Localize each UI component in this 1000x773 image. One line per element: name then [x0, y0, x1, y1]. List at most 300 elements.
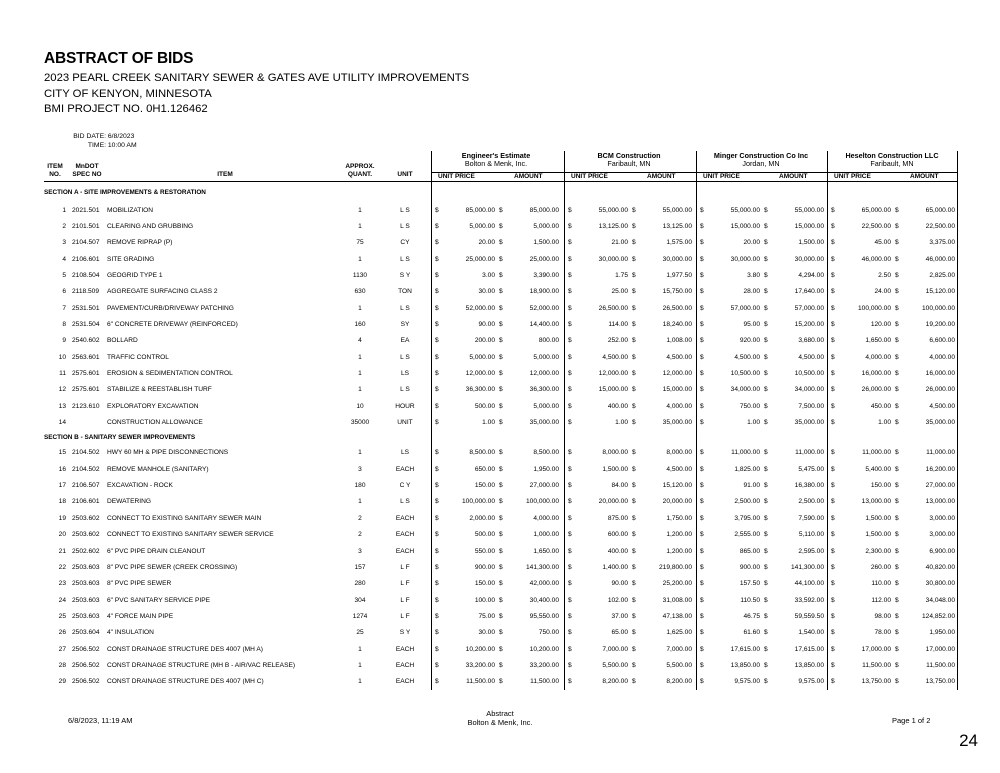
currency-symbol: $	[700, 563, 704, 571]
quantity: 160	[354, 320, 366, 328]
col-quant-line1: APPROX.	[345, 163, 375, 170]
unit-price: 102.00	[607, 596, 628, 604]
amount: 13,750.00	[925, 678, 955, 686]
quantity: 1	[358, 206, 362, 214]
item-description: 8" PVC PIPE SEWER (CREEK CROSSING)	[107, 563, 238, 571]
currency-symbol: $	[499, 531, 503, 539]
currency-symbol: $	[831, 320, 835, 328]
item-number: 21	[58, 547, 66, 555]
item-description: 6" CONCRETE DRIVEWAY (REINFORCED)	[107, 320, 238, 328]
amount: 15,000.00	[662, 386, 692, 394]
table-row	[0, 204, 1000, 218]
item-number: 17	[58, 482, 66, 490]
currency-symbol: $	[831, 482, 835, 490]
unit-price: 26,000.00	[861, 386, 891, 394]
amount: 11,000.00	[795, 449, 824, 457]
currency-symbol: $	[499, 255, 503, 263]
unit: L S	[400, 255, 410, 263]
unit-price: 52,000.00	[465, 304, 495, 312]
currency-symbol: $	[700, 206, 704, 214]
amount: 18,900.00	[529, 288, 559, 296]
currency-symbol: $	[700, 353, 704, 361]
unit: L S	[400, 353, 410, 361]
unit-price: 11,000.00	[731, 449, 760, 457]
unit-price: 1.00	[482, 419, 495, 427]
item-number: 23	[58, 580, 66, 588]
quantity: 1274	[352, 612, 368, 620]
unit-price: 2,555.00	[734, 531, 760, 539]
currency-symbol: $	[568, 678, 572, 686]
item-number: 24	[58, 596, 66, 604]
amount: 3,390.00	[533, 271, 559, 279]
amount: 7,590.00	[798, 514, 824, 522]
amount: 11,500.00	[926, 661, 955, 669]
currency-symbol: $	[895, 370, 899, 377]
item-description: EXCAVATION - ROCK	[107, 482, 173, 490]
amount: 3,000.00	[929, 531, 955, 539]
currency-symbol: $	[700, 514, 704, 522]
amount: 4,500.00	[666, 353, 692, 361]
currency-symbol: $	[895, 353, 899, 361]
currency-symbol: $	[499, 304, 503, 312]
bidder-header	[564, 152, 694, 168]
currency-symbol: $	[568, 482, 572, 490]
table-row	[0, 285, 1000, 299]
amount: 141,300.00	[525, 563, 559, 571]
unit-price: 85,000.00	[465, 206, 495, 214]
unit: EACH	[395, 678, 415, 686]
item-number: 22	[58, 563, 66, 571]
table-row	[0, 512, 1000, 526]
amount: 57,000.00	[794, 304, 824, 312]
amount: 3,680.00	[798, 337, 824, 345]
bid-date: 6/8/2023	[107, 133, 135, 140]
table-row	[0, 594, 1000, 608]
unit: L F	[400, 580, 410, 588]
unit-price: 2,300.00	[865, 547, 891, 555]
item-number: 13	[58, 402, 66, 410]
currency-symbol: $	[568, 353, 572, 361]
currency-symbol: $	[435, 482, 439, 490]
currency-symbol: $	[700, 629, 704, 637]
unit-price: 33,200.00	[465, 661, 495, 669]
currency-symbol: $	[632, 222, 636, 230]
unit: L S	[400, 206, 410, 214]
quantity: 4	[358, 337, 362, 345]
currency-symbol: $	[499, 612, 503, 620]
currency-symbol: $	[632, 370, 636, 377]
currency-symbol: $	[831, 222, 835, 230]
currency-symbol: $	[764, 255, 768, 263]
currency-symbol: $	[895, 531, 899, 539]
unit-price: 650.00	[474, 465, 495, 473]
item-number: 2	[62, 222, 66, 230]
unit-price: 1,825.00	[734, 465, 760, 473]
unit-price: 15,000.00	[730, 222, 760, 230]
item-number: 27	[58, 645, 66, 653]
currency-symbol: $	[831, 337, 835, 345]
quantity: 1	[358, 370, 362, 377]
amount: 7,000.00	[666, 645, 692, 653]
currency-symbol: $	[764, 645, 768, 653]
currency-symbol: $	[700, 255, 704, 263]
table-row	[0, 236, 1000, 250]
currency-symbol: $	[435, 580, 439, 588]
amount: 5,110.00	[798, 531, 824, 539]
unit-price: 98.00	[874, 612, 891, 620]
amount: 15,750.00	[662, 288, 692, 296]
amount: 35,000.00	[529, 419, 559, 427]
currency-symbol: $	[435, 206, 439, 214]
unit-price: 61.60	[743, 629, 760, 637]
table-row	[0, 220, 1000, 234]
amount: 19,200.00	[925, 320, 955, 328]
item-description: BOLLARD	[107, 337, 138, 345]
currency-symbol: $	[568, 531, 572, 539]
amount: 40,820.00	[925, 563, 955, 571]
amount: 5,000.00	[533, 222, 559, 230]
currency-symbol: $	[435, 222, 439, 230]
item-description: SITE GRADING	[107, 255, 155, 263]
currency-symbol: $	[568, 271, 572, 279]
item-number: 5	[62, 271, 66, 279]
amount: 2,595.00	[798, 547, 824, 555]
table-row	[0, 269, 1000, 283]
bidder-name: Minger Construction Co Inc	[713, 151, 809, 160]
item-number: 4	[62, 255, 66, 263]
quantity: 1	[358, 645, 362, 653]
amount: 1,977.50	[666, 271, 692, 279]
amount: 59,559.50	[794, 612, 824, 620]
amount: 4,000.00	[533, 514, 559, 522]
unit-price: 95.00	[743, 320, 760, 328]
currency-symbol: $	[700, 271, 704, 279]
unit-price: 400.00	[607, 547, 628, 555]
currency-symbol: $	[764, 320, 768, 328]
currency-symbol: $	[632, 580, 636, 588]
currency-symbol: $	[435, 370, 439, 377]
spec-number: 2101.501	[72, 222, 100, 230]
unit-price: 5,500.00	[602, 661, 628, 669]
currency-symbol: $	[568, 288, 572, 296]
amount: 4,000.00	[666, 402, 692, 410]
currency-symbol: $	[435, 596, 439, 604]
currency-symbol: $	[831, 386, 835, 394]
amount: 750.00	[538, 629, 559, 637]
amount: 34,000.00	[794, 386, 824, 394]
currency-symbol: $	[831, 580, 835, 588]
footer-center-line2: Bolton & Menk, Inc.	[467, 718, 533, 727]
currency-symbol: $	[895, 498, 899, 506]
unit-price: 5,000.00	[469, 353, 495, 361]
bid-info	[44, 133, 137, 150]
amount: 5,000.00	[533, 353, 559, 361]
item-description: CONST DRAINAGE STRUCTURE (MH B - AIR/VAC RELEASE)	[107, 661, 296, 669]
footer-page: Page 1 of 2	[892, 716, 931, 725]
currency-symbol: $	[632, 304, 636, 312]
currency-symbol: $	[764, 386, 768, 394]
unit-price: 900.00	[474, 563, 495, 571]
currency-symbol: $	[435, 288, 439, 296]
item-description: GEOGRID TYPE 1	[107, 271, 163, 279]
amount: 14,400.00	[529, 320, 559, 328]
unit-price: 200.00	[474, 337, 495, 345]
amount: 100,000.00	[921, 304, 955, 312]
currency-symbol: $	[632, 678, 636, 686]
unit-price: 16,000.00	[861, 370, 891, 377]
item-description: CLEARING AND GRUBBING	[107, 222, 194, 230]
spec-number: 2503.603	[72, 563, 100, 571]
spec-number: 2563.601	[72, 353, 100, 361]
unit-price: 450.00	[870, 402, 891, 410]
amount: 1,650.00	[533, 547, 559, 555]
currency-symbol: $	[568, 304, 572, 312]
unit-price: 150.00	[474, 580, 495, 588]
quantity: 304	[354, 596, 366, 604]
currency-symbol: $	[499, 239, 503, 247]
city-name: CITY OF KENYON, MINNESOTA	[44, 87, 212, 100]
unit-price: 37.00	[611, 612, 628, 620]
unit-price: 2,000.00	[469, 514, 495, 522]
amount: 25,000.00	[529, 255, 559, 263]
currency-symbol: $	[764, 465, 768, 473]
currency-symbol: $	[764, 222, 768, 230]
table-row	[0, 334, 1000, 348]
currency-symbol: $	[435, 661, 439, 669]
unit-price: 11,500.00	[862, 661, 891, 669]
amount: 15,200.00	[794, 320, 824, 328]
item-number: 8	[62, 320, 66, 328]
unit-price: 7,000.00	[602, 645, 628, 653]
currency-symbol: $	[632, 563, 636, 571]
unit: EACH	[395, 645, 415, 653]
spec-number: 2123.610	[72, 402, 100, 410]
amount: 16,380.00	[794, 482, 824, 490]
unit-price: 150.00	[474, 482, 495, 490]
table-row	[0, 253, 1000, 267]
currency-symbol: $	[700, 370, 704, 377]
amount: 15,120.00	[662, 482, 692, 490]
amount: 42,000.00	[529, 580, 559, 588]
currency-symbol: $	[895, 386, 899, 394]
table-row	[0, 367, 1000, 381]
unit-price: 500.00	[474, 402, 495, 410]
currency-symbol: $	[895, 222, 899, 230]
currency-symbol: $	[499, 370, 503, 377]
item-description: EXPLORATORY EXCAVATION	[107, 402, 199, 410]
currency-symbol: $	[435, 547, 439, 555]
currency-symbol: $	[895, 320, 899, 328]
table-row	[0, 351, 1000, 365]
currency-symbol: $	[632, 531, 636, 539]
table-row	[0, 383, 1000, 397]
item-number: 10	[58, 353, 66, 361]
unit-price: 8,000.00	[602, 449, 628, 457]
spec-number: 2106.601	[72, 255, 100, 263]
amount: 1,950.00	[929, 629, 955, 637]
unit: L F	[400, 563, 410, 571]
amount: 2,500.00	[798, 498, 824, 506]
amount: 17,000.00	[925, 645, 955, 653]
currency-symbol: $	[764, 531, 768, 539]
table-row	[0, 446, 1000, 460]
currency-symbol: $	[700, 482, 704, 490]
currency-symbol: $	[895, 547, 899, 555]
currency-symbol: $	[831, 206, 835, 214]
unit-price: 1,500.00	[865, 531, 891, 539]
currency-symbol: $	[568, 563, 572, 571]
currency-symbol: $	[764, 288, 768, 296]
unit-price: 9,575.00	[734, 678, 760, 686]
unit: EACH	[395, 547, 415, 555]
unit: EACH	[395, 661, 415, 669]
currency-symbol: $	[895, 612, 899, 620]
currency-symbol: $	[700, 661, 704, 669]
item-number: 9	[62, 337, 66, 345]
unit-price: 750.00	[739, 402, 760, 410]
currency-symbol: $	[632, 596, 636, 604]
item-description: 4" FORCE MAIN PIPE	[107, 612, 174, 620]
item-description: MOBILIZATION	[107, 206, 154, 214]
currency-symbol: $	[499, 465, 503, 473]
amount: 22,500.00	[925, 222, 955, 230]
bid-time-label: TIME:	[87, 141, 106, 149]
currency-symbol: $	[831, 255, 835, 263]
currency-symbol: $	[700, 596, 704, 604]
spec-number: 2531.501	[72, 304, 100, 312]
item-description: 6" PVC SANITARY SERVICE PIPE	[107, 596, 210, 604]
currency-symbol: $	[700, 645, 704, 653]
currency-symbol: $	[568, 419, 572, 427]
currency-symbol: $	[435, 239, 439, 247]
currency-symbol: $	[831, 304, 835, 312]
item-description: CONSTRUCTION ALLOWANCE	[107, 419, 203, 427]
amount: 31,008.00	[662, 596, 692, 604]
currency-symbol: $	[568, 206, 572, 214]
item-description: REMOVE MANHOLE (SANITARY)	[107, 465, 209, 473]
currency-symbol: $	[700, 465, 704, 473]
currency-symbol: $	[632, 449, 636, 457]
unit-price: 4,500.00	[602, 353, 628, 361]
currency-symbol: $	[435, 629, 439, 637]
unit-price: 12,000.00	[465, 370, 495, 377]
amount: 100,000.00	[525, 498, 559, 506]
item-number: 16	[58, 465, 66, 473]
currency-symbol: $	[499, 514, 503, 522]
spec-number: 2506.502	[72, 678, 100, 686]
currency-symbol: $	[831, 449, 835, 457]
unit-price: 30.00	[478, 288, 495, 296]
currency-symbol: $	[568, 629, 572, 637]
amount: 8,000.00	[666, 449, 692, 457]
currency-symbol: $	[568, 645, 572, 653]
currency-symbol: $	[764, 353, 768, 361]
currency-symbol: $	[895, 514, 899, 522]
currency-symbol: $	[895, 596, 899, 604]
unit-price: 30,000.00	[730, 255, 760, 263]
currency-symbol: $	[831, 239, 835, 247]
amount: 2,825.00	[929, 271, 955, 279]
section-title: SECTION B - SANITARY SEWER IMPROVEMENTS	[44, 434, 196, 442]
unit-price: 78.00	[874, 629, 891, 637]
unit: UNIT	[397, 419, 413, 427]
amount: 27,000.00	[925, 482, 955, 490]
currency-symbol: $	[831, 402, 835, 410]
amount: 1,625.00	[666, 629, 692, 637]
spec-number: 2506.502	[72, 661, 100, 669]
currency-symbol: $	[632, 419, 636, 427]
currency-symbol: $	[499, 629, 503, 637]
unit-price: 1.00	[747, 419, 760, 427]
unit-price: 2.50	[878, 271, 891, 279]
currency-symbol: $	[700, 419, 704, 427]
currency-symbol: $	[568, 320, 572, 328]
currency-symbol: $	[632, 645, 636, 653]
unit-price: 10,200.00	[465, 645, 495, 653]
unit-price: 110.50	[740, 596, 760, 604]
currency-symbol: $	[568, 337, 572, 345]
unit-price: 10,500.00	[730, 370, 760, 377]
unit: L S	[400, 222, 410, 230]
amount: 36,300.00	[529, 386, 559, 394]
currency-symbol: $	[632, 612, 636, 620]
currency-symbol: $	[895, 449, 899, 457]
currency-symbol: $	[632, 661, 636, 669]
item-number: 15	[58, 449, 66, 457]
amount: 27,000.00	[529, 482, 559, 490]
unit-price: 57,000.00	[730, 304, 760, 312]
currency-symbol: $	[895, 629, 899, 637]
amount: 46,000.00	[925, 255, 955, 263]
item-description: CONNECT TO EXISTING SANITARY SEWER MAIN	[107, 514, 262, 522]
document-header	[44, 50, 469, 118]
quantity: 3	[358, 465, 362, 473]
amount: 16,000.00	[925, 370, 955, 377]
currency-symbol: $	[764, 612, 768, 620]
currency-symbol: $	[632, 629, 636, 637]
spec-number: 2503.603	[72, 596, 100, 604]
unit: HOUR	[395, 402, 415, 410]
amount: 35,000.00	[794, 419, 824, 427]
amount: 34,048.00	[925, 596, 955, 604]
col-item-no-line1: ITEM	[47, 163, 63, 170]
currency-symbol: $	[632, 337, 636, 345]
currency-symbol: $	[435, 419, 439, 427]
table-row	[0, 479, 1000, 493]
unit-price: 65.00	[611, 629, 628, 637]
unit-price: 5,400.00	[865, 465, 891, 473]
unit: C Y	[399, 482, 411, 490]
unit-price: 110.00	[871, 580, 891, 588]
currency-symbol: $	[764, 402, 768, 410]
currency-symbol: $	[764, 547, 768, 555]
unit-price: 875.00	[607, 514, 628, 522]
unit-price: 1.00	[615, 419, 628, 427]
spec-number: 2104.502	[72, 449, 100, 457]
col-amount: AMOUNT	[514, 173, 543, 180]
item-description: DEWATERING	[107, 498, 151, 506]
amount: 5,475.00	[798, 465, 824, 473]
col-spec	[70, 163, 104, 179]
unit-price: 100,000.00	[461, 498, 495, 506]
item-description: 6" PVC PIPE DRAIN CLEANOUT	[107, 547, 206, 555]
item-description: EROSION & SEDIMENTATION CONTROL	[107, 370, 233, 377]
unit-price: 1.00	[878, 419, 891, 427]
currency-symbol: $	[831, 465, 835, 473]
spec-number: 2531.504	[72, 320, 100, 328]
currency-symbol: $	[435, 531, 439, 539]
unit: LS	[400, 370, 410, 377]
